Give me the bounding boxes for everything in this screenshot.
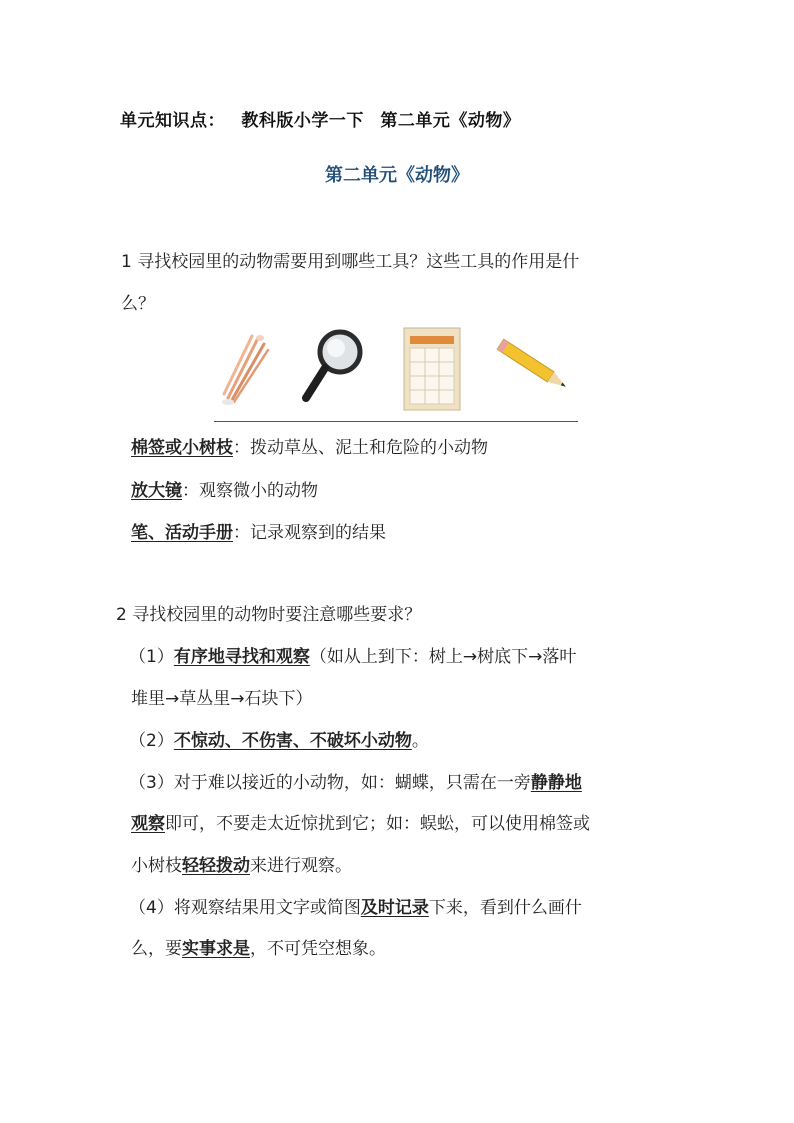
q2-question: 2 寻找校园里的动物时要注意哪些要求？: [116, 605, 422, 625]
req-text: 即可，不要走太近惊扰到它；如：蜈蚣，可以使用棉签或: [165, 814, 590, 834]
tools-illustration: [214, 326, 578, 418]
header-book: 教科版小学一下: [241, 111, 364, 131]
q2-req4-line2: [131, 934, 386, 959]
req-key-phrase: 有序地寻找和观察: [173, 647, 310, 667]
cotton-swab-icon: [214, 326, 274, 408]
q2-req3-line1: [129, 768, 582, 793]
req-text: ，不可凭空想象。: [250, 939, 386, 959]
pencil-icon: [490, 326, 578, 406]
req-key-phrase: 不惊动、不伤害、不破坏小动物: [173, 731, 412, 751]
req-text: （4）将观察结果用文字或简图: [129, 898, 361, 918]
header-unit: 第二单元《动物》: [380, 111, 521, 131]
req-key-phrase: 轻轻拨动: [182, 856, 250, 876]
q2-req2: [129, 726, 429, 751]
q1-item-desc: ：记录观察到的结果: [233, 523, 386, 543]
q1-item: [131, 518, 386, 543]
q1-line1: 1 寻找校园里的动物需要用到哪些工具？这些工具的作用是什: [121, 252, 580, 272]
header-label: 单元知识点：: [120, 111, 225, 131]
req-text: （3）对于难以接近的小动物，如：蝴蝶，只需在一旁: [129, 773, 531, 793]
req-text: 么，要: [131, 939, 182, 959]
req-key-phrase: 静静地: [530, 773, 582, 793]
req-number: （2）: [129, 731, 174, 751]
q2-req1-line1: [129, 642, 576, 667]
q1-item-term: 笔、活动手册: [131, 523, 233, 543]
q1-line2: 么？: [121, 294, 155, 314]
req-key-phrase: 观察: [131, 814, 165, 834]
magnifier-icon: [300, 326, 366, 408]
q1-item-desc: ：拨动草丛、泥土和危险的小动物: [233, 438, 488, 458]
page-title: 第二单元《动物》: [325, 165, 469, 186]
req-text: 小树枝: [131, 856, 182, 876]
q1-item-term: 棉签或小树枝: [131, 438, 233, 458]
req-key-phrase: 实事求是: [182, 939, 250, 959]
q1-item: [131, 476, 318, 501]
req-text: 来进行观察。: [250, 856, 352, 876]
req-text: （如从上到下：树上→树底下→落叶: [309, 647, 577, 667]
q1-item-desc: ：观察微小的动物: [182, 481, 318, 501]
q1-item-term: 放大镜: [131, 481, 182, 501]
req-text: 下来，看到什么画什: [428, 898, 582, 918]
handbook-icon: [402, 326, 462, 412]
divider-line: [214, 421, 578, 422]
req-number: （1）: [129, 647, 174, 667]
req-text: 。: [411, 731, 429, 751]
req-key-phrase: 及时记录: [360, 898, 429, 918]
doc-header: [120, 106, 520, 131]
q2-req4-line1: [129, 893, 582, 918]
q2-req3-line2: [131, 809, 590, 834]
q2-req1-line2: 堆里→草丛里→石块下）: [131, 689, 313, 709]
q2-req3-line3: [131, 851, 352, 876]
q1-item: [131, 433, 488, 458]
